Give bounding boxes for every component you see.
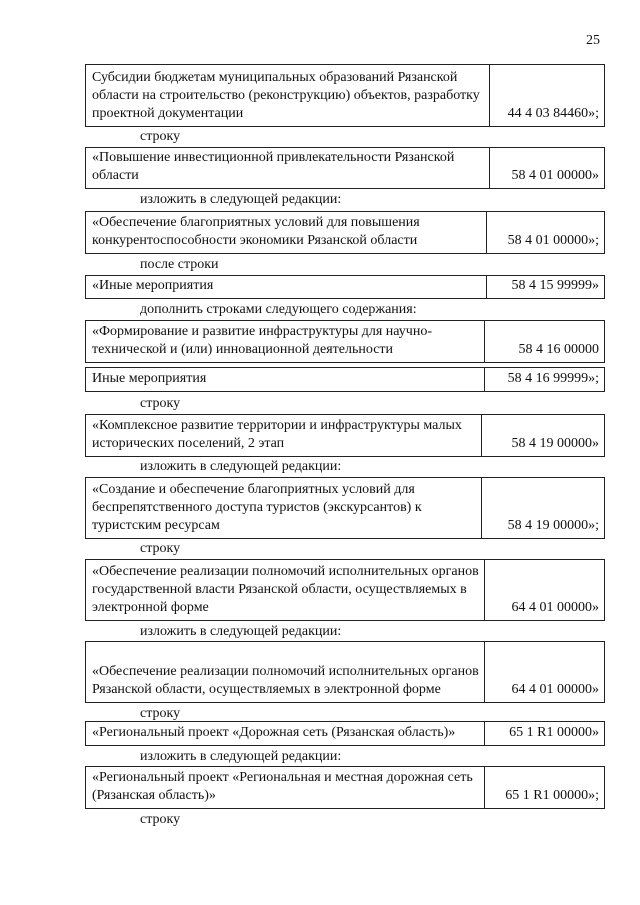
instruction-text: строку: [140, 129, 181, 144]
row-code: 58 4 16 00000: [518, 342, 599, 357]
table-row: [85, 721, 605, 746]
row-name: Иные мероприятия: [86, 368, 485, 391]
row-code: 58 4 01 00000»;: [507, 233, 599, 248]
table-row: [85, 147, 605, 189]
instruction-text: строку: [140, 812, 181, 827]
row-code: 44 4 03 84460»;: [507, 106, 599, 121]
table-row: [85, 477, 605, 539]
row-name: «Создание и обеспечение благоприятных условий для беспрепятственного доступа туристов (экскурсантов) к туристским ресурсам: [86, 478, 482, 538]
row-code: 58 4 19 00000»: [511, 436, 599, 451]
page-number: 25: [586, 33, 600, 48]
row-name: «Региональный проект «Региональная и местная дорожная сеть (Рязанская область)»: [86, 767, 485, 808]
table-row: [85, 641, 605, 703]
row-name: «Иные мероприятия: [86, 276, 487, 298]
row-name: «Повышение инвестиционной привлекательности Рязанской области: [86, 148, 490, 188]
table-row: [85, 211, 605, 254]
instruction-text: после строки: [140, 257, 219, 272]
table-row: [85, 64, 605, 127]
table-row: [85, 320, 605, 363]
row-name: «Формирование и развитие инфраструктуры для научно-технической и (или) инновационной деятельности: [86, 321, 485, 362]
instruction-text: изложить в следующей редакции:: [140, 459, 342, 474]
instruction-text: строку: [140, 541, 181, 556]
table-row: [85, 559, 605, 621]
row-code: 58 4 15 99999»: [511, 278, 599, 293]
row-name: «Региональный проект «Дорожная сеть (Рязанская область)»: [86, 722, 485, 745]
row-code: 65 1 R1 00000»;: [505, 788, 599, 803]
row-code: 58 4 19 00000»;: [507, 518, 599, 533]
instruction-text: строку: [140, 706, 181, 721]
table-row: [85, 275, 605, 299]
row-code: 65 1 R1 00000»: [509, 725, 599, 740]
row-code: 58 4 01 00000»: [511, 168, 599, 183]
table-row: [85, 367, 605, 392]
row-name: «Обеспечение благоприятных условий для повышения конкурентоспособности экономики Рязанской области: [86, 212, 487, 253]
table-row: [85, 766, 605, 809]
instruction-text: изложить в следующей редакции:: [140, 749, 342, 764]
row-code: 58 4 16 99999»;: [507, 371, 599, 386]
row-name: «Обеспечение реализации полномочий исполнительных органов Рязанской области, осуществляемых в электронной форме: [86, 642, 485, 702]
row-code: 64 4 01 00000»: [511, 682, 599, 697]
row-name: «Комплексное развитие территории и инфраструктуры малых исторических поселений, 2 этап: [86, 415, 482, 456]
instruction-text: изложить в следующей редакции:: [140, 624, 342, 639]
row-name: Субсидии бюджетам муниципальных образований Рязанской области на строительство (реконструкцию) объектов, разработку проектной документации: [86, 65, 490, 126]
table-row: [85, 414, 605, 457]
instruction-text: изложить в следующей редакции:: [140, 192, 342, 207]
instruction-text: строку: [140, 396, 181, 411]
row-name: «Обеспечение реализации полномочий исполнительных органов государственной власти Рязанской области, осуществляемых в электронной форме: [86, 560, 485, 620]
instruction-text: дополнить строками следующего содержания:: [140, 302, 417, 317]
row-code: 64 4 01 00000»: [511, 600, 599, 615]
